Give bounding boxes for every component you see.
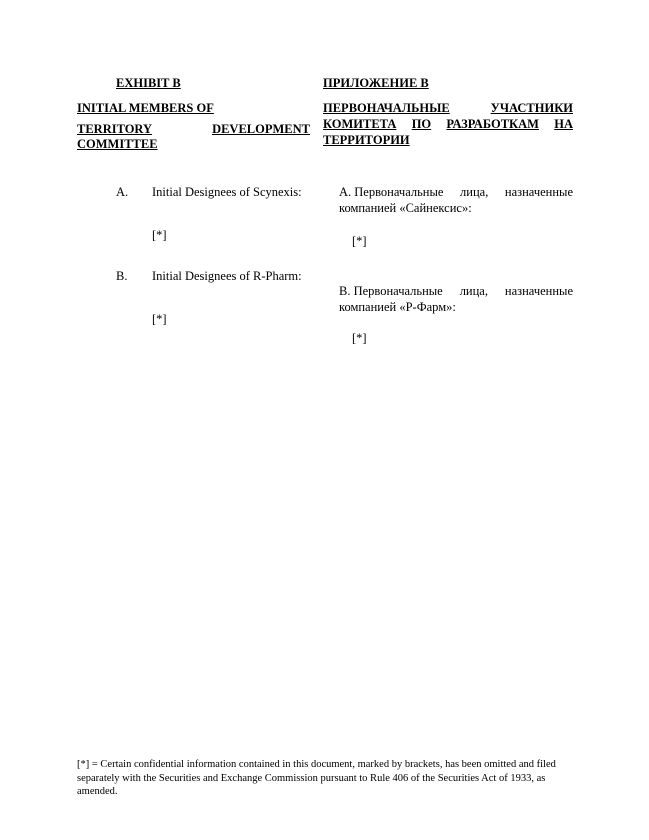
heading-word-territory: TERRITORY [77,122,153,136]
item-a-line2-ru: компанией «Сайнексис»: [339,201,472,215]
item-b-marker-en: B. [116,269,128,283]
heading-word-development: DEVELOPMENT [212,122,310,136]
heading-word-ru-2: УЧАСТНИКИ [490,101,573,115]
heading-word-ru-4: ПО [411,117,432,131]
item-b-text-en: Initial Designees of R-Pharm: [152,269,302,283]
item-a-ru-word-2: лица, [460,185,489,199]
item-a-ru-word-1: А. Первоначальные [339,185,444,199]
exhibit-title-ru: ПРИЛОЖЕНИЕ В [323,76,429,90]
heading-line3-ru: ТЕРРИТОРИИ [323,133,410,147]
item-b-line1-ru [339,283,573,299]
item-b-ru-word-3: назначенные [504,284,573,298]
exhibit-title-en: EXHIBIT B [116,76,181,90]
item-a-ru-word-3: назначенные [504,185,573,199]
item-b-value-en: [*] [152,312,167,326]
heading-word-ru-6: НА [554,117,573,131]
item-a-marker-en: A. [116,185,129,199]
heading-line1-en: INITIAL MEMBERS OF [77,101,214,115]
heading-word-ru-5: РАЗРАБОТКАМ [446,117,539,131]
heading-line1-ru [323,100,573,117]
item-a-value-en: [*] [152,228,167,242]
heading-word-ru-1: ПЕРВОНАЧАЛЬНЫЕ [323,101,450,115]
heading-line3-en: COMMITTEE [77,137,158,151]
confidentiality-footnote: [*] = Certain confidential information contained in this document, marked by brackets, has been omitted and filed separately with the Securities and Exchange Commission pursuant to Rule 406 of the Securities Act of 1933, as amended. [77,759,556,797]
item-a-line1-ru [339,184,573,200]
heading-line2-ru [323,116,573,133]
item-b-line2-ru: компанией «Р-Фарм»: [339,300,456,314]
item-a-text-en: Initial Designees of Scynexis: [152,185,302,199]
item-a-value-ru: [*] [352,234,367,248]
heading-word-ru-3: КОМИТЕТА [323,117,397,131]
item-b-ru-word-1: В. Первоначальные [339,284,443,298]
item-b-ru-word-2: лица, [459,284,488,298]
item-b-value-ru: [*] [352,331,367,345]
